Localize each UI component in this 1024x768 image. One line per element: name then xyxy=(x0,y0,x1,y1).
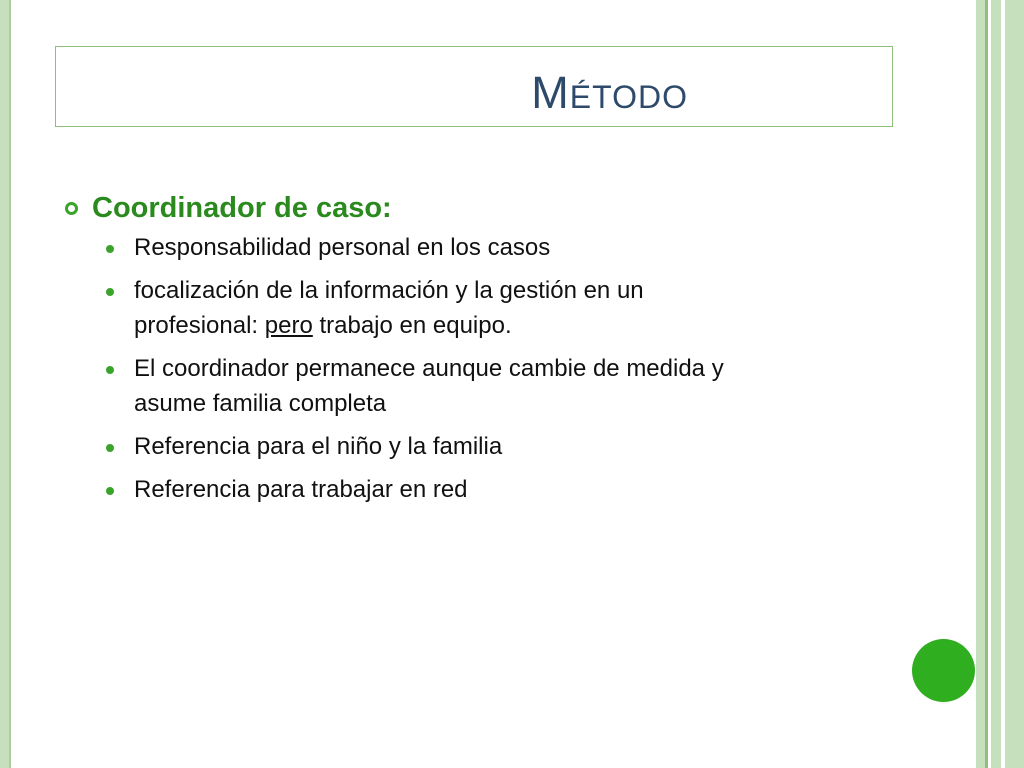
dot-bullet-icon xyxy=(106,444,114,452)
left-border-decoration xyxy=(0,0,11,768)
bullet-item xyxy=(62,472,882,507)
bullet-text-line1: El coordinador permanece aunque cambie de medida y xyxy=(134,355,724,382)
bullet-item xyxy=(62,273,882,343)
slide-content xyxy=(62,188,882,515)
title-box xyxy=(55,46,893,127)
bullet-text: Referencia para trabajar en red xyxy=(134,476,468,503)
dot-bullet-icon xyxy=(106,245,114,253)
bullet-item xyxy=(62,230,882,265)
bullet-text-line2: asume familia completa xyxy=(134,390,387,417)
bullet-text: Responsabilidad personal en los casos xyxy=(134,234,551,261)
bullet-text-line1: focalización de la información y la gestión en un xyxy=(134,277,644,304)
underlined-word: pero xyxy=(264,312,313,339)
dot-bullet-icon xyxy=(106,366,114,374)
bullet-text: Referencia para el niño y la familia xyxy=(134,433,503,460)
bullet-text-line2-prefix: profesional: xyxy=(134,312,265,339)
green-circle-icon xyxy=(912,639,975,702)
slide-title: Método xyxy=(531,67,688,118)
heading-item xyxy=(62,188,882,228)
ring-bullet-icon xyxy=(65,202,78,215)
dot-bullet-icon xyxy=(106,288,114,296)
dot-bullet-icon xyxy=(106,487,114,495)
bullet-item xyxy=(62,351,882,421)
bullet-item xyxy=(62,429,882,464)
bullet-text-line2-suffix: trabajo en equipo. xyxy=(312,312,512,339)
right-stripes-decoration xyxy=(976,0,1024,768)
heading-text: Coordinador de caso: xyxy=(92,192,392,224)
